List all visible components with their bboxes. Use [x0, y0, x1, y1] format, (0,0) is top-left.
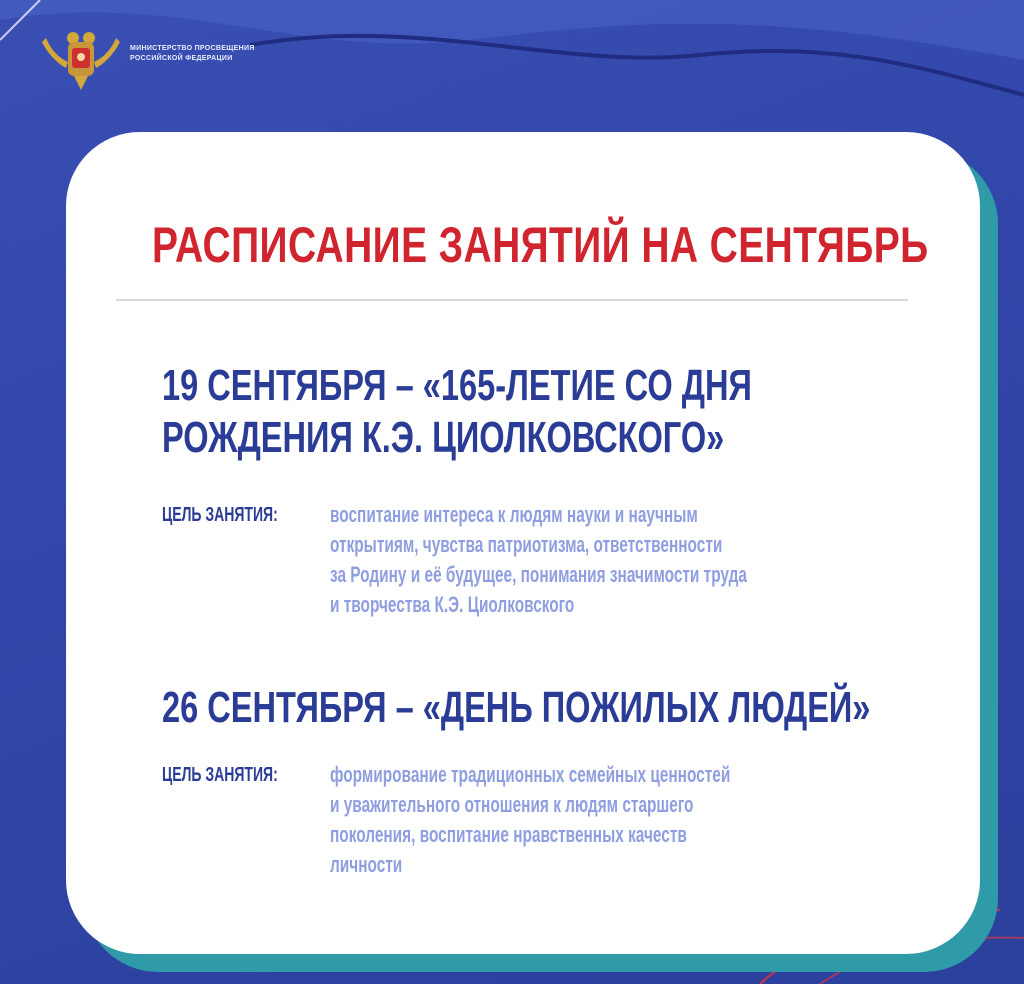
event-2-goal-line-3: поколения, воспитание нравственных качеств	[330, 822, 687, 847]
event-2-goal-line-4: личности	[330, 852, 403, 877]
event-2-title	[162, 682, 871, 734]
event-1-title-line-2: РОЖДЕНИЯ К.Э. ЦИОЛКОВСКОГО»	[162, 413, 725, 462]
event-1-title-line-1: 19 СЕНТЯБРЯ – «165-ЛЕТИЕ СО ДНЯ	[162, 361, 752, 410]
ministry-line-1: МИНИСТЕРСТВО ПРОСВЕЩЕНИЯ	[130, 45, 255, 52]
event-1-goal-line-4: и творчества К.Э. Циолковского	[330, 592, 575, 617]
event-2-goal-text	[330, 760, 904, 880]
ministry-line-2: РОССИЙСКОЙ ФЕДЕРАЦИИ	[130, 55, 233, 62]
coat-of-arms-logo	[38, 24, 124, 94]
schedule-title: РАСПИСАНИЕ ЗАНЯТИЙ НА СЕНТЯБРЬ	[152, 217, 929, 273]
event-2-goal-line-1: формирование традиционных семейных ценностей	[330, 762, 731, 787]
event-1-goal-line-3: за Родину и её будущее, понимания значимости труда	[330, 562, 747, 587]
ministry-name	[130, 44, 350, 64]
event-1-title	[162, 360, 754, 464]
event-1-goal-line-1: воспитание интереса к людям науки и научным	[330, 502, 698, 527]
event-1-goal-line-2: открытиям, чувства патриотизма, ответственности	[330, 532, 723, 557]
title-divider	[116, 299, 908, 301]
event-2-goal-line-2: и уважительного отношения к людям старшего	[330, 792, 694, 817]
event-2-goal-label: ЦЕЛЬ ЗАНЯТИЯ:	[162, 764, 278, 786]
event-2-title-line-1: 26 СЕНТЯБРЯ – «ДЕНЬ ПОЖИЛЫХ ЛЮДЕЙ»	[162, 683, 871, 732]
event-1-goal-text	[330, 500, 904, 620]
event-1-goal-label: ЦЕЛЬ ЗАНЯТИЯ:	[162, 504, 278, 526]
